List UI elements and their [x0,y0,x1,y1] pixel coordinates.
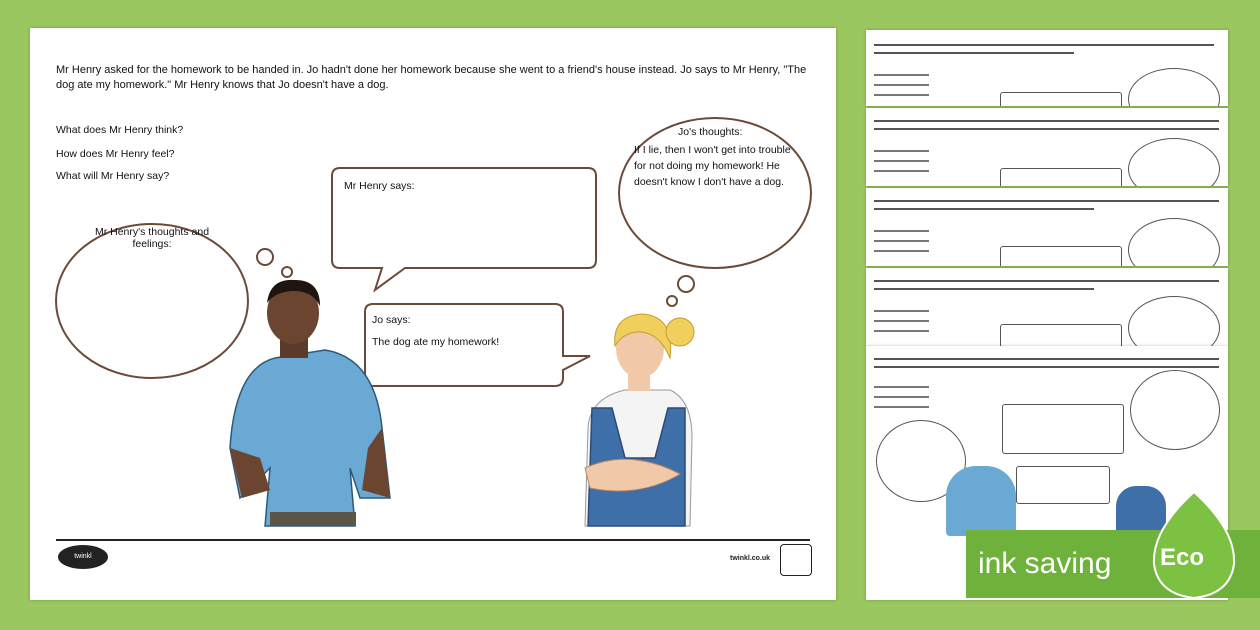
thumbnail-page-1 [866,30,1228,106]
question-say: What will Mr Henry say? [56,170,170,182]
worksheet-page [30,28,836,600]
scenario-text: Mr Henry asked for the homework to be handed in. Jo hadn't done her homework because she went to a friend's house instead. Jo says to Mr Henry, "The dog ate my homework." Mr Henry knows that Jo doesn't have a dog. [56,64,807,91]
quality-badge-icon [780,544,812,576]
jo-says-text: The dog ate my homework! [372,336,500,348]
thumbnail-page-4 [866,268,1228,346]
henry-thoughts-label: Mr Henry's thoughts and feelings: [94,226,210,250]
thought-dot [282,267,292,277]
question-think: What does Mr Henry think? [56,124,184,136]
jo-thought-bubble [619,118,811,268]
worksheet-illustration [30,28,836,600]
jo-says-label: Jo says: [372,314,411,326]
question-feel: How does Mr Henry feel? [56,148,175,160]
ink-saving-label: ink saving [978,547,1112,580]
thought-dot [667,296,677,306]
jo-thoughts-text: If I lie, then I won't get into trouble for not doing my homework! He doesn't know I don't have a dog. [634,144,791,188]
jo-figure [585,314,694,526]
twinkl-logo: twinkl [58,545,108,569]
thumbnail-page-3 [866,188,1228,266]
footer-url: twinkl.co.uk [730,555,771,562]
thought-dot [678,276,694,292]
henry-says-label: Mr Henry says: [344,180,415,192]
thumbnail-page-2 [866,108,1228,186]
jo-thoughts-label: Jo's thoughts: [678,126,743,138]
thought-dot [257,249,273,265]
footer-divider [56,539,810,541]
eco-badge-label: Eco [1160,544,1205,571]
